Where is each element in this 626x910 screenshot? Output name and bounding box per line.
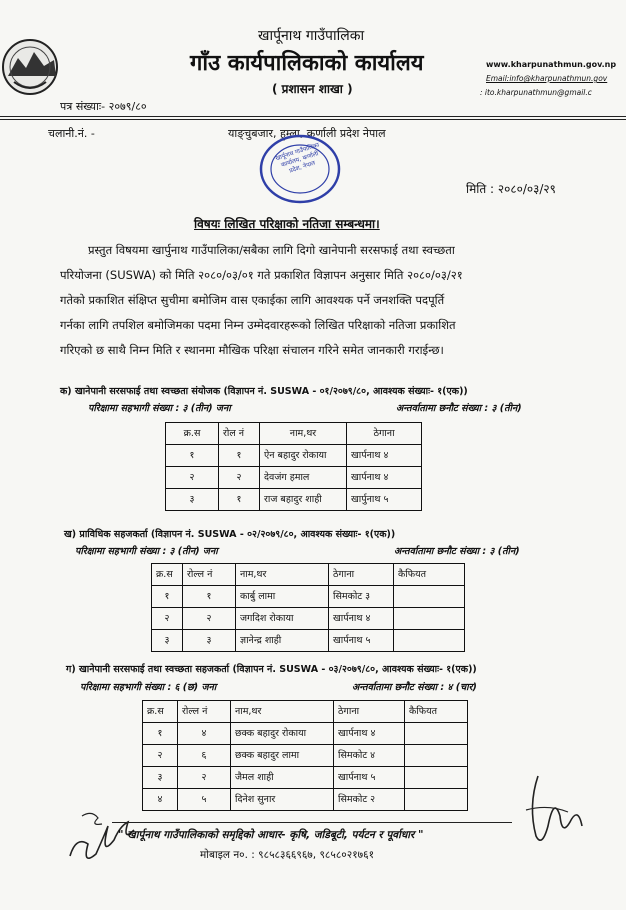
section-c-heading: ग) खानेपानी सरसफाई तथा स्वच्छता सहजकर्ता (विज्ञापन नं. SUSWA - ०३/२०७९/८०, आवश्यक संख्याः- १(एक)) xyxy=(66,664,477,675)
cell-address: सिमकोट २ xyxy=(334,789,405,811)
body-line: प्रस्तुत विषयमा खार्पुनाथ गाउँपालिका/सबैका लागि दिगो खानेपानी सरसफाई तथा स्वच्छता xyxy=(88,243,455,257)
cell-roll: ३ xyxy=(183,630,236,652)
municipality-name: खार्पूनाथ गाउँपालिका xyxy=(258,28,365,44)
stamp-text: खार्पूनाथ गाउँपालिका कार्यालय, कर्णाली प्रदेश, नेपाल xyxy=(274,141,321,175)
document-date: मिति : २०८०/०३/२९ xyxy=(466,182,556,196)
cell-address: खार्पनाथ ५ xyxy=(329,630,394,652)
cell-name: छक्क बहादुर लामा xyxy=(231,745,334,767)
cell-name: कार्बु लामा xyxy=(236,586,329,608)
table-row xyxy=(143,789,468,811)
column-header: कैफियत xyxy=(394,564,465,586)
cell-name: जैमल शाही xyxy=(231,767,334,789)
column-header: ठेगाना xyxy=(347,423,422,445)
letter-number: पत्र संख्याः- २०७९/८० xyxy=(60,100,147,113)
cell-address: खार्पुनाथ ५ xyxy=(347,489,422,511)
cell-roll: २ xyxy=(178,767,231,789)
cell-remarks xyxy=(405,789,468,811)
cell-address: खार्पनाथ ५ xyxy=(334,767,405,789)
email-primary: Email:info@kharpunathmun.gov xyxy=(486,74,608,83)
section-a-participants: परिक्षामा सहभागी संख्या : ३ (तीन) जना xyxy=(88,403,231,414)
cell-name: ज्ञानेन्द्र शाही xyxy=(236,630,329,652)
body-line: परियोजना (SUSWA) को मिति २०८०/०३/०१ गते प्रकाशित विज्ञापन अनुसार मिति २०८०/०३/२१ xyxy=(60,268,463,282)
column-header: ठेगाना xyxy=(334,701,405,723)
signature-right xyxy=(508,766,588,856)
footer-rule-top xyxy=(112,822,512,823)
column-header: क्र.स xyxy=(166,423,219,445)
column-header: ठेगाना xyxy=(329,564,394,586)
cell-serial: १ xyxy=(143,723,178,745)
cell-name: राज बहादुर शाही xyxy=(260,489,347,511)
body-line: गतेको प्रकाशित संक्षिप्त सुचीमा बमोजिम वास एकाईका लागि आवश्यक पर्ने जनशक्ति पदपूर्ति xyxy=(60,293,445,307)
cell-roll: १ xyxy=(183,586,236,608)
body-line: गर्नका लागि तपशिल बमोजिमका पदमा निम्न उम्मेदवारहरूको लिखित परिक्षाको नतिजा प्रकाशित xyxy=(60,318,456,332)
header-rule-bottom xyxy=(0,119,626,120)
table-header-row xyxy=(166,423,422,445)
cell-roll: ५ xyxy=(178,789,231,811)
column-header: रोल नं xyxy=(219,423,260,445)
cell-name: जगदिश रोकाया xyxy=(236,608,329,630)
branch-name: ( प्रशासन शाखा ) xyxy=(272,82,353,96)
table-row xyxy=(166,489,422,511)
website: www.kharpunathmun.gov.np xyxy=(486,60,617,69)
cell-address: सिमकोट ४ xyxy=(334,745,405,767)
column-header: नाम,थर xyxy=(260,423,347,445)
results-table-c xyxy=(142,700,468,811)
column-header: रोल्ल नं xyxy=(178,701,231,723)
column-header: नाम,थर xyxy=(236,564,329,586)
cell-remarks xyxy=(405,723,468,745)
section-a-shortlisted: अन्तर्वातामा छनौट संख्या : ३ (तीन) xyxy=(396,403,522,414)
cell-name: छक्क बहादुर रोकाया xyxy=(231,723,334,745)
cell-roll: १ xyxy=(219,489,260,511)
results-table-a xyxy=(165,422,422,511)
cell-remarks xyxy=(405,745,468,767)
section-b-shortlisted: अन्तर्वातामा छनौट संख्या : ३ (तीन) xyxy=(394,546,520,557)
section-a-heading: क) खानेपानी सरसफाई तथा स्वच्छता संयोजक (विज्ञापन नं. SUSWA - ०१/२०७९/८०, आवश्यक संख्याः- १(एक)) xyxy=(60,386,468,397)
cell-name: दिनेश सुनार xyxy=(231,789,334,811)
footer-slogan: " खार्पूनाथ गाउँपालिकाको समृद्दिको आधार- कृषि, जडिबूटी, पर्यटन र पूर्वाधार " xyxy=(118,829,424,841)
cell-address: सिमकोट ३ xyxy=(329,586,394,608)
table-row xyxy=(166,467,422,489)
office-stamp xyxy=(258,132,342,206)
cell-address: खार्पनाथ ४ xyxy=(347,445,422,467)
table-row xyxy=(152,586,465,608)
table-row xyxy=(166,445,422,467)
cell-roll: ४ xyxy=(178,723,231,745)
cell-name: देवजंग हमाल xyxy=(260,467,347,489)
table-row xyxy=(152,630,465,652)
table-row xyxy=(143,767,468,789)
cell-serial: २ xyxy=(166,467,219,489)
cell-remarks xyxy=(394,608,465,630)
table-header-row xyxy=(143,701,468,723)
cell-name: ऐन बहादुर रोकाया xyxy=(260,445,347,467)
body-paragraph xyxy=(60,238,565,363)
column-header: क्र.स xyxy=(143,701,178,723)
section-b-heading: ख) प्राविधिक सहजकर्ता (विज्ञापन नं. SUSWA - ०२/२०७९/८०, आवश्यक संख्याः- १(एक)) xyxy=(64,529,396,540)
cell-serial: ३ xyxy=(143,767,178,789)
cell-serial: २ xyxy=(152,608,183,630)
results-table-b xyxy=(151,563,465,652)
cell-address: खार्पनाथ ४ xyxy=(329,608,394,630)
cell-roll: १ xyxy=(219,445,260,467)
section-b-participants: परिक्षामा सहभागी संख्या : ३ (तीन) जना xyxy=(75,546,218,557)
cell-address: खार्पनाथ ४ xyxy=(334,723,405,745)
column-header: कैफियत xyxy=(405,701,468,723)
header-rule-top xyxy=(0,116,626,117)
cell-serial: १ xyxy=(152,586,183,608)
table-header-row xyxy=(152,564,465,586)
cell-address: खार्पनाथ ४ xyxy=(347,467,422,489)
cell-roll: २ xyxy=(219,467,260,489)
table-row xyxy=(143,723,468,745)
cell-serial: ४ xyxy=(143,789,178,811)
office-title: गाँउ कार्यपालिकाको कार्यालय xyxy=(190,51,424,76)
cell-serial: १ xyxy=(166,445,219,467)
email-secondary: : ito.kharpunathmun@gmail.c xyxy=(480,88,592,97)
subject-line: विषयः लिखित परिक्षाको नतिजा सम्बन्धमा। xyxy=(194,217,380,231)
column-header: क्र.स xyxy=(152,564,183,586)
body-line: गरिएको छ साथै निम्न मिति र स्थानमा मौखिक परिक्षा संचालन गरिने समेत जानकारी गराईन्छ। xyxy=(60,343,444,357)
cell-remarks xyxy=(394,586,465,608)
office-address: याङ्चुबजार, हुम्ला, कर्णाली प्रदेश नेपाल xyxy=(228,127,386,140)
cell-roll: २ xyxy=(183,608,236,630)
cell-remarks xyxy=(394,630,465,652)
table-row xyxy=(152,608,465,630)
column-header: नाम,थर xyxy=(231,701,334,723)
section-c-shortlisted: अन्तर्वातामा छनौट संख्या : ४ (चार) xyxy=(352,682,477,693)
cell-serial: ३ xyxy=(166,489,219,511)
cell-roll: ६ xyxy=(178,745,231,767)
table-row xyxy=(143,745,468,767)
section-c-participants: परिक्षामा सहभागी संख्या : ६ (छ) जना xyxy=(80,682,217,693)
emblem-logo xyxy=(0,36,62,98)
column-header: रोल्ल नं xyxy=(183,564,236,586)
cell-remarks xyxy=(405,767,468,789)
cell-serial: २ xyxy=(143,745,178,767)
footer-mobile: मोबाइल न०. : ९८५८३६६९६७, ९८५८०२१७६१ xyxy=(200,849,375,861)
cell-serial: ३ xyxy=(152,630,183,652)
dispatch-number: चलानी.नं. - xyxy=(48,127,95,140)
